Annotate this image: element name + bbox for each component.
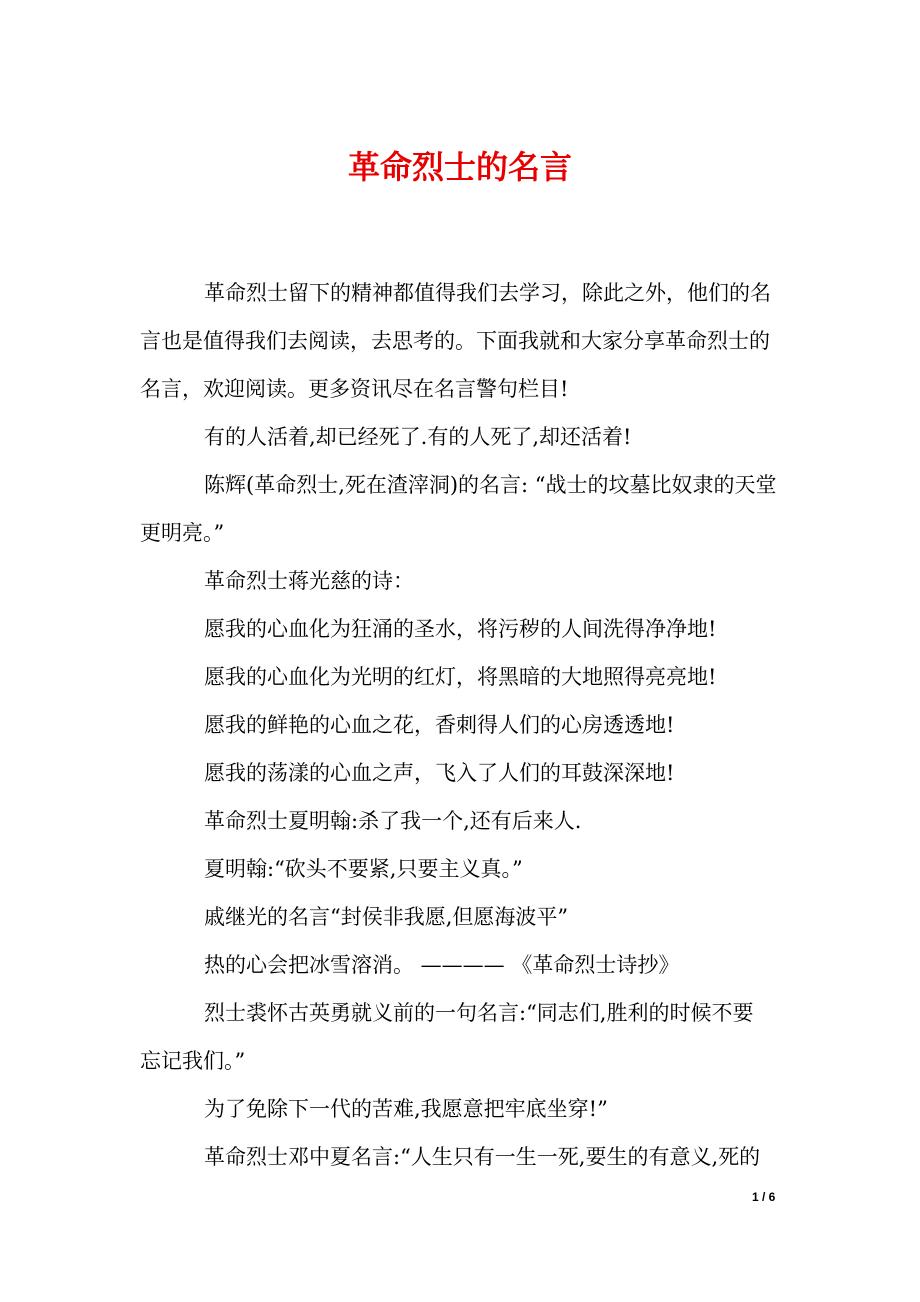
text-line: 言也是值得我们去阅读，去思考的。下面我就和大家分享革命烈士的 [140, 329, 770, 353]
paragraph [140, 797, 785, 845]
text-line: 革命烈士夏明翰:杀了我一个,还有后来人. [204, 809, 582, 833]
paragraph [140, 941, 785, 989]
document-body [140, 269, 785, 1181]
paragraph [140, 653, 785, 701]
text-line: 革命烈士留下的精神都值得我们去学习，除此之外，他们的名 [204, 281, 771, 305]
text-line: 热的心会把冰雪溶消。 ———— 《革命烈士诗抄》 [204, 953, 680, 977]
text-line: 有的人活着,却已经死了.有的人死了,却还活着! [204, 425, 632, 449]
text-line: 愿我的心血化为狂涌的圣水，将污秽的人间洗得净净地! [204, 617, 717, 641]
paragraph [140, 557, 785, 605]
document-title: 革命烈士的名言 [347, 148, 572, 186]
text-line: 更明亮。” [140, 521, 225, 545]
text-line: 陈辉(革命烈士,死在渣滓洞)的名言: “战士的坟墓比奴隶的天堂 [204, 473, 777, 497]
text-line: 愿我的荡漾的心血之声，飞入了人们的耳鼓深深地! [204, 761, 675, 785]
paragraph [140, 605, 785, 653]
text-line: 忘记我们。” [140, 1049, 246, 1073]
text-line: 戚继光的名言“封侯非我愿,但愿海波平” [204, 905, 569, 929]
paragraph [140, 269, 785, 413]
text-line: 夏明翰:“砍头不要紧,只要主义真。” [204, 857, 523, 881]
text-line: 愿我的鲜艳的心血之花，香刺得人们的心房透透地! [204, 713, 675, 737]
page-number: 1 / 6 [752, 1190, 776, 1204]
paragraph [140, 845, 785, 893]
text-line: 革命烈士邓中夏名言:“人生只有一生一死,要生的有意义,死的 [204, 1145, 761, 1169]
paragraph [140, 701, 785, 749]
text-line: 名言，欢迎阅读。更多资讯尽在名言警句栏目! [140, 377, 569, 401]
paragraph [140, 893, 785, 941]
text-line: 烈士裘怀古英勇就义前的一句名言:“同志们,胜利的时候不要 [204, 1001, 754, 1025]
paragraph [140, 461, 785, 557]
text-line: 革命烈士蒋光慈的诗： [204, 569, 414, 593]
paragraph [140, 1085, 785, 1133]
text-line: 愿我的心血化为光明的红灯，将黑暗的大地照得亮亮地! [204, 665, 717, 689]
text-line: 为了免除下一代的苦难,我愿意把牢底坐穿!” [204, 1097, 608, 1121]
paragraph [140, 1133, 785, 1181]
paragraph [140, 989, 785, 1085]
paragraph [140, 749, 785, 797]
paragraph [140, 413, 785, 461]
